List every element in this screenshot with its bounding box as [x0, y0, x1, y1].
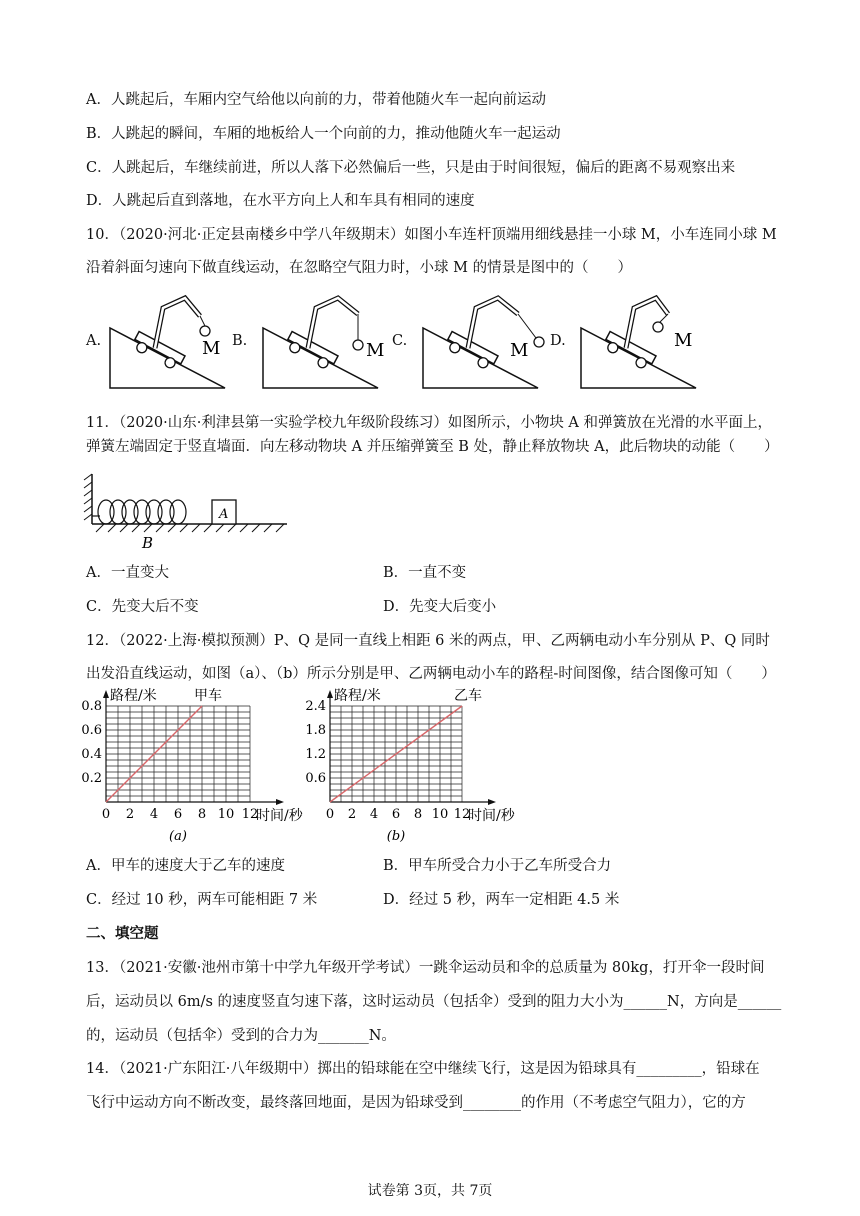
y-axis-arrow: [327, 690, 333, 698]
q10-fig-label-a: A.: [86, 333, 102, 349]
page-footer: 试卷第 3页，共 7页: [367, 1183, 493, 1199]
q9-option-b: B．人跳起的瞬间，车厢的地板给人一个向前的力，推动他随火车一起运动: [86, 126, 561, 142]
x-tick-label: 8: [413, 807, 423, 822]
q10-figure-c: [418, 290, 553, 392]
q13-text-line1: 13．（2021·安徽·池州市第十中学九年级开学考试）一跳伞运动员和伞的总质量为 80kg，打开伞一段时间: [86, 960, 765, 976]
x-tick-label: 0: [325, 807, 335, 822]
chart-caption: (b): [386, 829, 406, 844]
q11-option-b: B．一直不变: [383, 565, 467, 581]
q10-figure-d: [576, 290, 706, 392]
y-tick-label: 0.2: [81, 771, 102, 786]
q14-text-line1: 14．（2021·广东阳江·八年级期中）掷出的铅球能在空中继续飞行，这是因为铅球具有_________，铅球在: [86, 1061, 760, 1077]
q10-fig-label-d: D.: [550, 333, 566, 349]
x-tick-label: 2: [347, 807, 357, 822]
q12-option-c: C．经过 10 秒，两车可能相距 7 米: [86, 892, 318, 908]
q9-option-d: D．人跳起后直到落地，在水平方向上人和车具有相同的速度: [86, 193, 475, 209]
q13-text-line2: 后，运动员以 6m/s 的速度竖直匀速下落，这时运动员（包括伞）受到的阻力大小为______N，方向是______: [86, 994, 782, 1010]
q12-text-line2: 出发沿直线运动，如图（a）、（b）所示分别是甲、乙两辆电动小车的路程-时间图像，结合图像可知（ ）: [86, 666, 776, 682]
q14-text-line2: 飞行中运动方向不断改变，最终落回地面，是因为铅球受到________的作用（不考虑空气阻力），它的方: [86, 1095, 746, 1111]
q10-figure-a: [105, 290, 235, 392]
q13-text-line3: 的，运动员（包括伞）受到的合力为_______N。: [86, 1028, 396, 1044]
y-axis-label: 路程/米: [110, 688, 157, 704]
chart-b: [300, 686, 540, 846]
q11-option-d: D．先变大后变小: [383, 599, 497, 615]
q11-text-line2: 弹簧左端固定于竖直墙面．向左移动物块 A 并压缩弹簧至 B 处，静止释放物块 A，此后物块的动能（ ）: [86, 439, 779, 455]
y-tick-label: 1.8: [305, 723, 326, 738]
x-axis-arrow: [276, 799, 284, 805]
y-axis-label: 路程/米: [334, 688, 381, 704]
x-tick-label: 6: [391, 807, 401, 822]
x-axis-label: 时间/秒: [256, 808, 303, 824]
chart-a: [70, 686, 315, 846]
q12-option-d: D．经过 5 秒，两车一定相距 4.5 米: [383, 892, 620, 908]
q10-text-line2: 沿着斜面匀速向下做直线运动，在忽略空气阻力时，小球 M 的情景是图中的（ ）: [86, 260, 633, 276]
series-label: 甲车: [194, 688, 222, 704]
q10-ball-label-d: M: [674, 330, 693, 351]
chart-caption: (a): [169, 829, 187, 844]
y-tick-label: 2.4: [305, 699, 326, 714]
x-axis-label: 时间/秒: [468, 808, 515, 824]
y-tick-label: 1.2: [305, 747, 326, 762]
x-tick-label: 12: [241, 807, 259, 822]
y-tick-label: 0.4: [81, 747, 102, 762]
section-title: 二、填空题: [86, 925, 159, 942]
q11-text-line1: 11．（2020·山东·利津县第一实验学校九年级阶段练习）如图所示，小物块 A 和弹簧放在光滑的水平面上，: [86, 415, 773, 431]
series-label: 乙车: [454, 688, 482, 704]
q9-option-a: A．人跳起后，车厢内空气给他以向前的力，带着他随火车一起向前运动: [86, 92, 546, 108]
q11-option-c: C．先变大后不变: [86, 599, 199, 615]
q10-text-line1: 10．（2020·河北·正定县南楼乡中学八年级期末）如图小车连杆顶端用细线悬挂一小球 M，小车连同小球 M: [86, 227, 777, 243]
y-tick-label: 0.6: [305, 771, 326, 786]
x-tick-label: 0: [101, 807, 111, 822]
q11-point-label: B: [142, 534, 154, 552]
q11-option-a: A．一直变大: [86, 565, 169, 581]
x-tick-label: 4: [149, 807, 159, 822]
q10-fig-label-b: B.: [232, 333, 248, 349]
q10-ball-label-b: M: [366, 340, 385, 361]
x-tick-label: 4: [369, 807, 379, 822]
q10-figure-b: [258, 290, 398, 392]
q12-option-a: A．甲车的速度大于乙车的速度: [86, 858, 285, 874]
y-tick-label: 0.6: [81, 723, 102, 738]
x-axis-arrow: [488, 799, 496, 805]
x-tick-label: 2: [125, 807, 135, 822]
q11-spring-figure: [82, 472, 292, 552]
q10-ball-label-a: M: [202, 338, 221, 359]
q10-ball-label-c: M: [510, 340, 529, 361]
y-axis-arrow: [103, 690, 109, 698]
q12-text-line1: 12．（2022·上海·模拟预测）P、Q 是同一直线上相距 6 米的两点，甲、乙两辆电动小车分别从 P、Q 同时: [86, 633, 770, 649]
q9-option-c: C．人跳起后，车继续前进，所以人落下必然偏后一些，只是由于时间很短，偏后的距离不易观察出来: [86, 160, 736, 176]
x-tick-label: 12: [453, 807, 471, 822]
x-tick-label: 8: [197, 807, 207, 822]
q12-option-b: B．甲车所受合力小于乙车所受合力: [383, 858, 612, 874]
x-tick-label: 10: [431, 807, 449, 822]
y-tick-label: 0.8: [81, 699, 102, 714]
q11-block-label: A: [219, 507, 229, 522]
q10-fig-label-c: C.: [392, 333, 408, 349]
x-tick-label: 6: [173, 807, 183, 822]
x-tick-label: 10: [217, 807, 235, 822]
